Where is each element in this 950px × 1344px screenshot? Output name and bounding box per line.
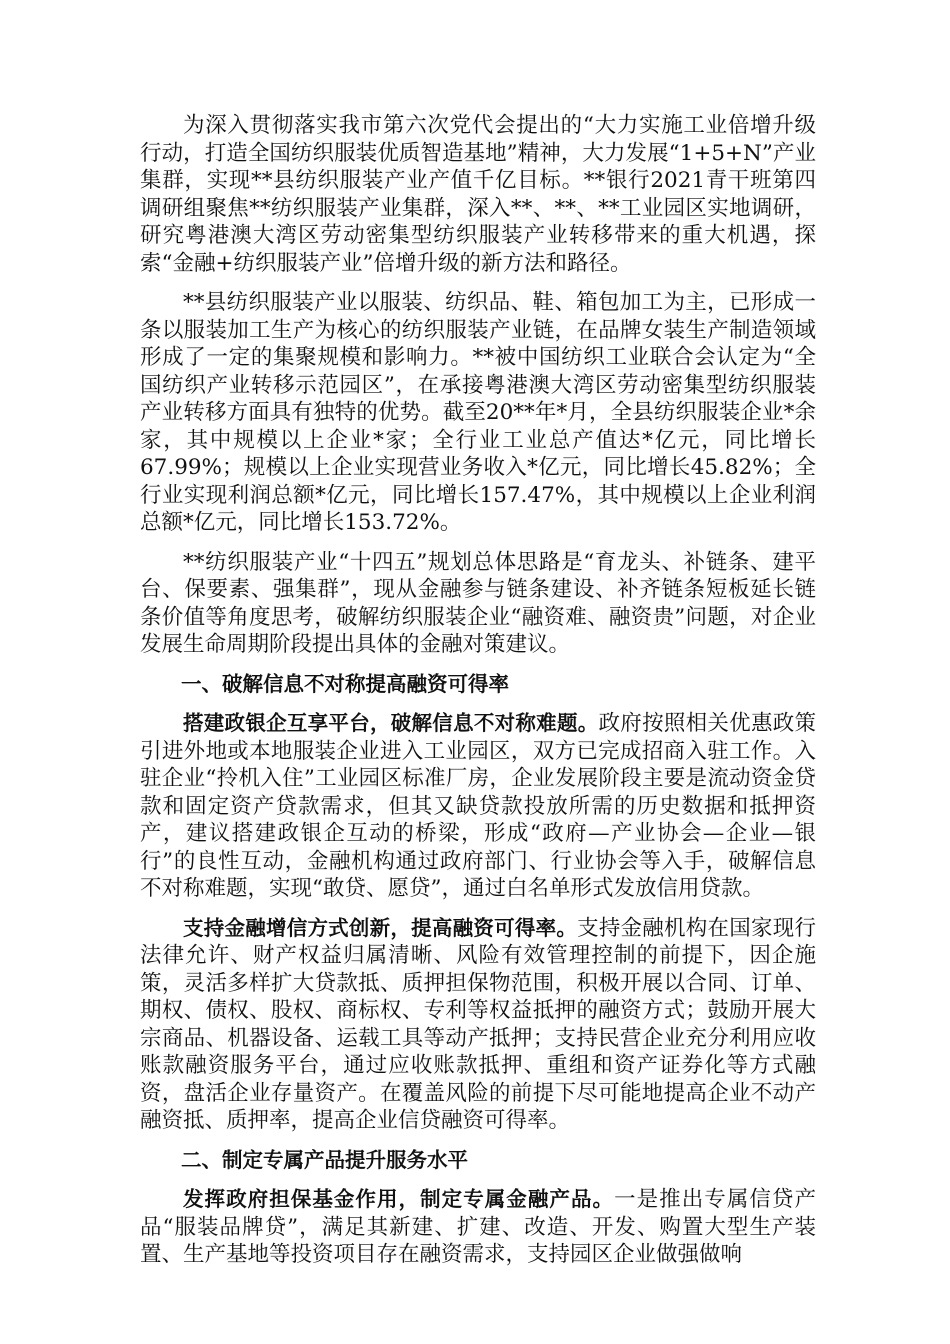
section-1-paragraph-1-lead: 搭建政银企互享平台，破解信息不对称难题。	[183, 711, 599, 735]
section-2-paragraph-1-body: 一是推出专属信贷产品“服装品牌贷”，满足其新建、扩建、改造、开发、购置大型生产装置、生产基地等投资项目存在融资需求，支持园区企业做强做响	[140, 1187, 816, 1267]
section-1-paragraph-2-lead: 支持金融增信方式创新，提高融资可得率。	[183, 915, 578, 940]
document-page	[140, 112, 816, 1281]
plan-paragraph: **纺织服装产业“十四五”规划总体思路是“育龙头、补链条、建平台、保要素、强集群”，现从金融参与链条建设、补齐链条短板延长链条价值等角度思考，破解纺织服装企业“融资难、融资贵”问题，对企业发展生命周期阶段提出具体的金融对策建议。	[140, 549, 816, 657]
intro-paragraph: 为深入贯彻落实我市第六次党代会提出的“大力实施工业倍增升级行动，打造全国纺织服装优质智造基地”精神，大力发展“1+5+N”产业集群，实现**县纺织服装产业产值千亿目标。**银行2021青干班第四调研组聚焦**纺织服装产业集群，深入**、**、**工业园区实地调研，研究粤港澳大湾区劳动密集型纺织服装产业转移带来的重大机遇，探索“金融+纺织服装产业”倍增升级的新方法和路径。	[140, 113, 816, 276]
section-1-paragraph-2	[140, 915, 816, 1135]
section-1-heading: 一、破解信息不对称提高融资可得率	[181, 671, 509, 696]
section-1-paragraph-1	[140, 710, 816, 903]
section-2-heading: 二、制定专属产品提升服务水平	[181, 1147, 468, 1172]
section-1-paragraph-1-body: 政府按照相关优惠政策引进外地或本地服装企业进入工业园区，双方已完成招商入驻工作。入驻企业“拎机入住”工业园区标准厂房，企业发展阶段主要是流动资金贷款和固定资产贷款需求，但其又缺贷款投放所需的历史数据和抵押资产，建议搭建政银企互动的桥梁，形成“政府—产业协会—企业—银行”的良性互动，金融机构通过政府部门、行业协会等入手，破解信息不对称难题，实现“敢贷、愿贷”，通过白名单形式发放信用贷款。	[140, 711, 816, 901]
section-2-paragraph-1	[140, 1186, 816, 1269]
industry-overview-paragraph: **县纺织服装产业以服装、纺织品、鞋、箱包加工为主，已形成一条以服装加工生产为核心的纺织服装产业链，在品牌女装生产制造领域形成了一定的集聚规模和影响力。**被中国纺织工业联合会认定为“全国纺织产业转移示范园区”，在承接粤港澳大湾区劳动密集型纺织服装产业转移方面具有独特的优势。截至20**年*月，全县纺织服装企业*余家，其中规模以上企业*家；全行业工业总产值达*亿元，同比增长67.99%；规模以上企业实现营业务收入*亿元，同比增长45.82%；全行业实现利润总额*亿元，同比增长157.47%，其中规模以上企业利润总额*亿元，同比增长153.72%。	[140, 290, 816, 535]
section-1-paragraph-2-body: 支持金融机构在国家现行法律允许、财产权益归属清晰、风险有效管理控制的前提下，因企施策，灵活多样扩大贷款抵、质押担保物范围，积极开展以合同、订单、期权、债权、股权、商标权、专利等权益抵押的融资方式；鼓励开展大宗商品、机器设备、运载工具等动产抵押；支持民营企业充分利用应收账款融资服务平台，通过应收账款抵押、重组和资产证券化等方式融资，盘活企业存量资产。在覆盖风险的前提下尽可能地提高企业不动产融资抵、质押率，提高企业信贷融资可得率。	[140, 915, 816, 1133]
section-2-paragraph-1-lead: 发挥政府担保基金作用，制定专属金融产品。	[183, 1187, 615, 1211]
